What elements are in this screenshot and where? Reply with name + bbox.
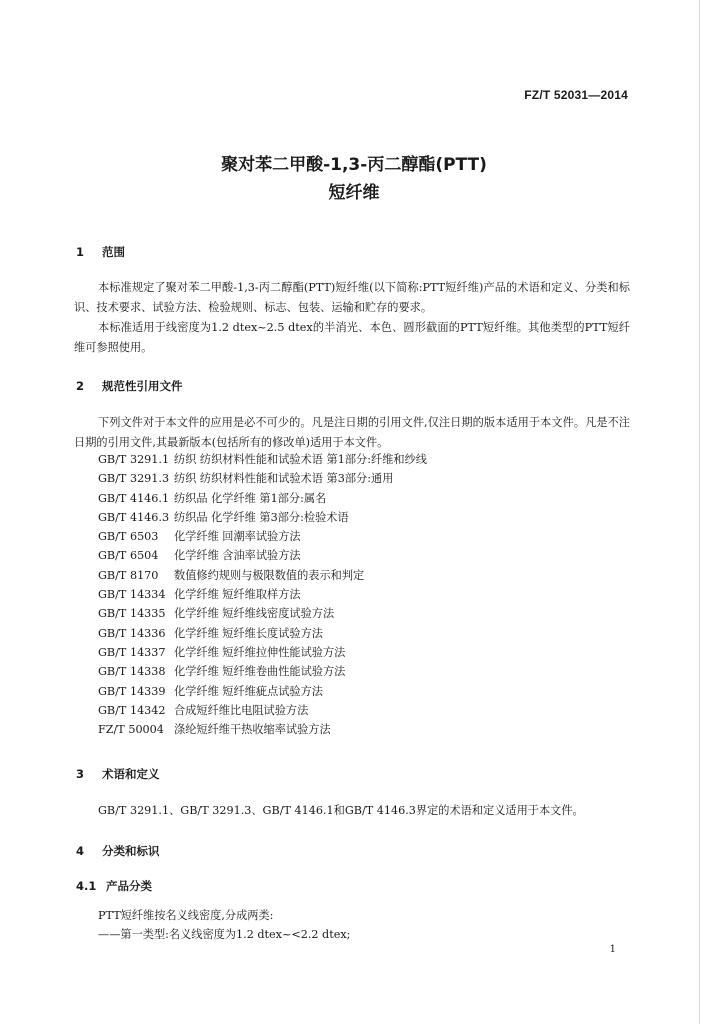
scope-paragraph-2: 本标准适用于线密度为1.2 dtex~2.5 dtex的半消光、本色、圆形截面的PTT短纤维。其他类型的PTT短纤维可参照使用。 — [74, 321, 630, 354]
reference-code: GB/T 14335 — [98, 607, 166, 621]
reference-title: 化学纤维 短纤维疵点试验方法 — [174, 684, 323, 698]
subsection-number: 4.1 — [76, 879, 97, 893]
reference-title: 纺织 纺织材料性能和试验术语 第1部分:纤维和纱线 — [174, 453, 427, 466]
reference-code: GB/T 14334 — [98, 588, 166, 602]
scope-paragraph-1: 本标准规定了聚对苯二甲酸-1,3-丙二醇酯(PTT)短纤维(以下简称:PTT短纤维)产品的术语和定义、分类和标识、技术要求、试验方法、检验规则、标志、包装、运输和贮存的要求。 — [74, 281, 630, 314]
reference-item — [98, 469, 427, 488]
reference-code: GB/T 14337 — [98, 645, 166, 659]
document-title: 聚对苯二甲酸-1,3-丙二醇酯(PTT) — [221, 155, 487, 175]
reference-item — [98, 604, 427, 623]
reference-code: GB/T 8170 — [98, 568, 159, 582]
reference-item — [98, 682, 427, 701]
reference-code: GB/T 14336 — [98, 626, 166, 640]
standard-code: FZ/T 52031—2014 — [524, 88, 628, 102]
reference-title: 数值修约规则与极限数值的表示和判定 — [174, 568, 365, 582]
terms-definition-text: GB/T 3291.1、GB/T 3291.3、GB/T 4146.1和GB/T 4146.3界定的术语和定义适用于本文件。 — [98, 804, 584, 817]
references-intro: 下列文件对于本文件的应用是必不可少的。凡是注日期的引用文件,仅注日期的版本适用于本文件。凡是不注日期的引用文件,其最新版本(包括所有的修改单)适用于本文件。 — [74, 416, 630, 449]
reference-title: 化学纤维 短纤维线密度试验方法 — [174, 607, 335, 621]
reference-code: GB/T 14342 — [98, 703, 166, 717]
classification-item-1: ——第一类型:名义线密度为1.2 dtex~<2.2 dtex; — [98, 928, 351, 941]
reference-title: 化学纤维 含油率试验方法 — [174, 549, 301, 563]
reference-item — [98, 662, 427, 681]
reference-item — [98, 585, 427, 604]
section-1-heading — [76, 244, 125, 260]
reference-title: 化学纤维 短纤维取样方法 — [174, 588, 301, 602]
reference-code: GB/T 6504 — [98, 549, 159, 563]
reference-code: GB/T 4146.1 — [98, 491, 170, 505]
subsection-title: 产品分类 — [106, 879, 152, 893]
reference-item — [98, 566, 427, 585]
reference-code: GB/T 14339 — [98, 684, 166, 698]
reference-item — [98, 527, 427, 546]
reference-item — [98, 450, 427, 469]
section-number: 4 — [76, 844, 85, 858]
document-subtitle: 短纤维 — [328, 183, 380, 203]
section-number: 2 — [76, 379, 85, 393]
reference-title: 纺织品 化学纤维 第3部分:检验术语 — [174, 510, 349, 524]
reference-title: 合成短纤维比电阻试验方法 — [174, 703, 309, 717]
reference-code: GB/T 3291.1 — [98, 453, 170, 466]
section-3-heading — [76, 766, 160, 782]
normative-references-list — [98, 450, 427, 739]
reference-code: GB/T 3291.3 — [98, 472, 170, 486]
reference-item — [98, 508, 427, 527]
page-number: 1 — [609, 944, 616, 955]
reference-code: FZ/T 50004 — [98, 723, 164, 737]
reference-title: 纺织品 化学纤维 第1部分:属名 — [174, 491, 327, 505]
reference-item — [98, 489, 427, 508]
reference-title: 化学纤维 短纤维长度试验方法 — [174, 626, 323, 640]
section-2-heading — [76, 378, 183, 394]
reference-item — [98, 624, 427, 643]
subsection-4-1-heading — [76, 878, 152, 894]
reference-title: 化学纤维 回潮率试验方法 — [174, 530, 301, 544]
section-title: 范围 — [102, 245, 125, 259]
reference-item — [98, 720, 427, 739]
section-number: 1 — [76, 245, 85, 259]
classification-intro: PTT短纤维按名义线密度,分成两类: — [98, 909, 274, 922]
reference-item — [98, 643, 427, 662]
reference-item — [98, 546, 427, 565]
section-title: 术语和定义 — [102, 767, 160, 781]
reference-title: 化学纤维 短纤维卷曲性能试验方法 — [174, 665, 346, 679]
section-title: 分类和标识 — [102, 844, 160, 858]
section-4-heading — [76, 843, 160, 859]
reference-title: 化学纤维 短纤维拉伸性能试验方法 — [174, 645, 346, 659]
reference-item — [98, 701, 427, 720]
section-number: 3 — [76, 767, 85, 781]
reference-title: 涤纶短纤维干热收缩率试验方法 — [174, 723, 331, 737]
reference-code: GB/T 14338 — [98, 665, 166, 679]
section-title: 规范性引用文件 — [102, 379, 183, 393]
reference-title: 纺织 纺织材料性能和试验术语 第3部分:通用 — [174, 472, 394, 486]
reference-code: GB/T 4146.3 — [98, 510, 170, 524]
reference-code: GB/T 6503 — [98, 530, 159, 544]
